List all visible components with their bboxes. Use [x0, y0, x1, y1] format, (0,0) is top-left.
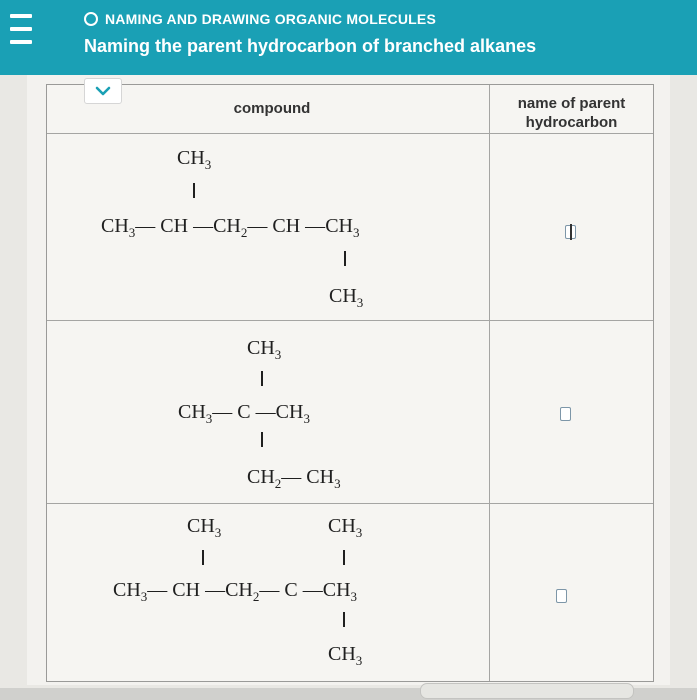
- branch-ch3: $CH_3$: [328, 643, 363, 668]
- page-title: Naming the parent hydrocarbon of branched alkanes: [84, 36, 537, 56]
- bond-vertical: [344, 251, 346, 266]
- row-divider: [47, 503, 653, 504]
- branch-ch3: $CH_3$: [247, 337, 282, 362]
- hamburger-menu-icon[interactable]: [10, 14, 32, 44]
- answer-input-3[interactable]: [556, 589, 567, 603]
- branch-ch3: $CH_3$: [328, 515, 363, 540]
- main-chain: $CH_3—$ C $—CH_3$: [178, 401, 310, 426]
- bond-vertical: [193, 183, 195, 198]
- section-heading: [84, 11, 436, 27]
- header-bar: [0, 0, 697, 75]
- footer-tab[interactable]: [420, 683, 634, 699]
- bond-vertical: [343, 550, 345, 565]
- branch-ch3: $CH_3$: [187, 515, 222, 540]
- main-chain: $CH_3—$ CH $—CH_2—$ CH $—CH_3$: [101, 215, 360, 240]
- column-divider: [489, 85, 490, 681]
- row-divider: [47, 320, 653, 321]
- column-header-compound: compound: [233, 100, 311, 117]
- bond-vertical: [261, 432, 263, 447]
- chevron-down-icon: [94, 85, 112, 97]
- ethyl-branch: $CH_2—$ $CH_3$: [247, 466, 341, 491]
- bond-vertical: [202, 550, 204, 565]
- bond-vertical: [261, 371, 263, 386]
- section-title: NAMING AND DRAWING ORGANIC MOLECULES: [105, 11, 437, 27]
- column-header-name-line1: name of parent: [517, 95, 626, 112]
- column-header-name-line2: hydrocarbon: [525, 114, 618, 131]
- row-divider: [47, 133, 653, 134]
- column-header-name: [490, 94, 653, 132]
- answer-input-2[interactable]: [560, 407, 571, 421]
- molecule-table: [46, 84, 654, 682]
- answer-input-1[interactable]: [565, 225, 576, 239]
- main-chain: $CH_3—$ CH $—CH_2—$ C $—CH_3$: [113, 579, 358, 604]
- circle-outline-icon: [84, 12, 98, 26]
- branch-ch3: $CH_3$: [177, 147, 212, 172]
- branch-ch3: $CH_3$: [329, 285, 364, 310]
- bond-vertical: [343, 612, 345, 627]
- collapse-button[interactable]: [84, 78, 122, 104]
